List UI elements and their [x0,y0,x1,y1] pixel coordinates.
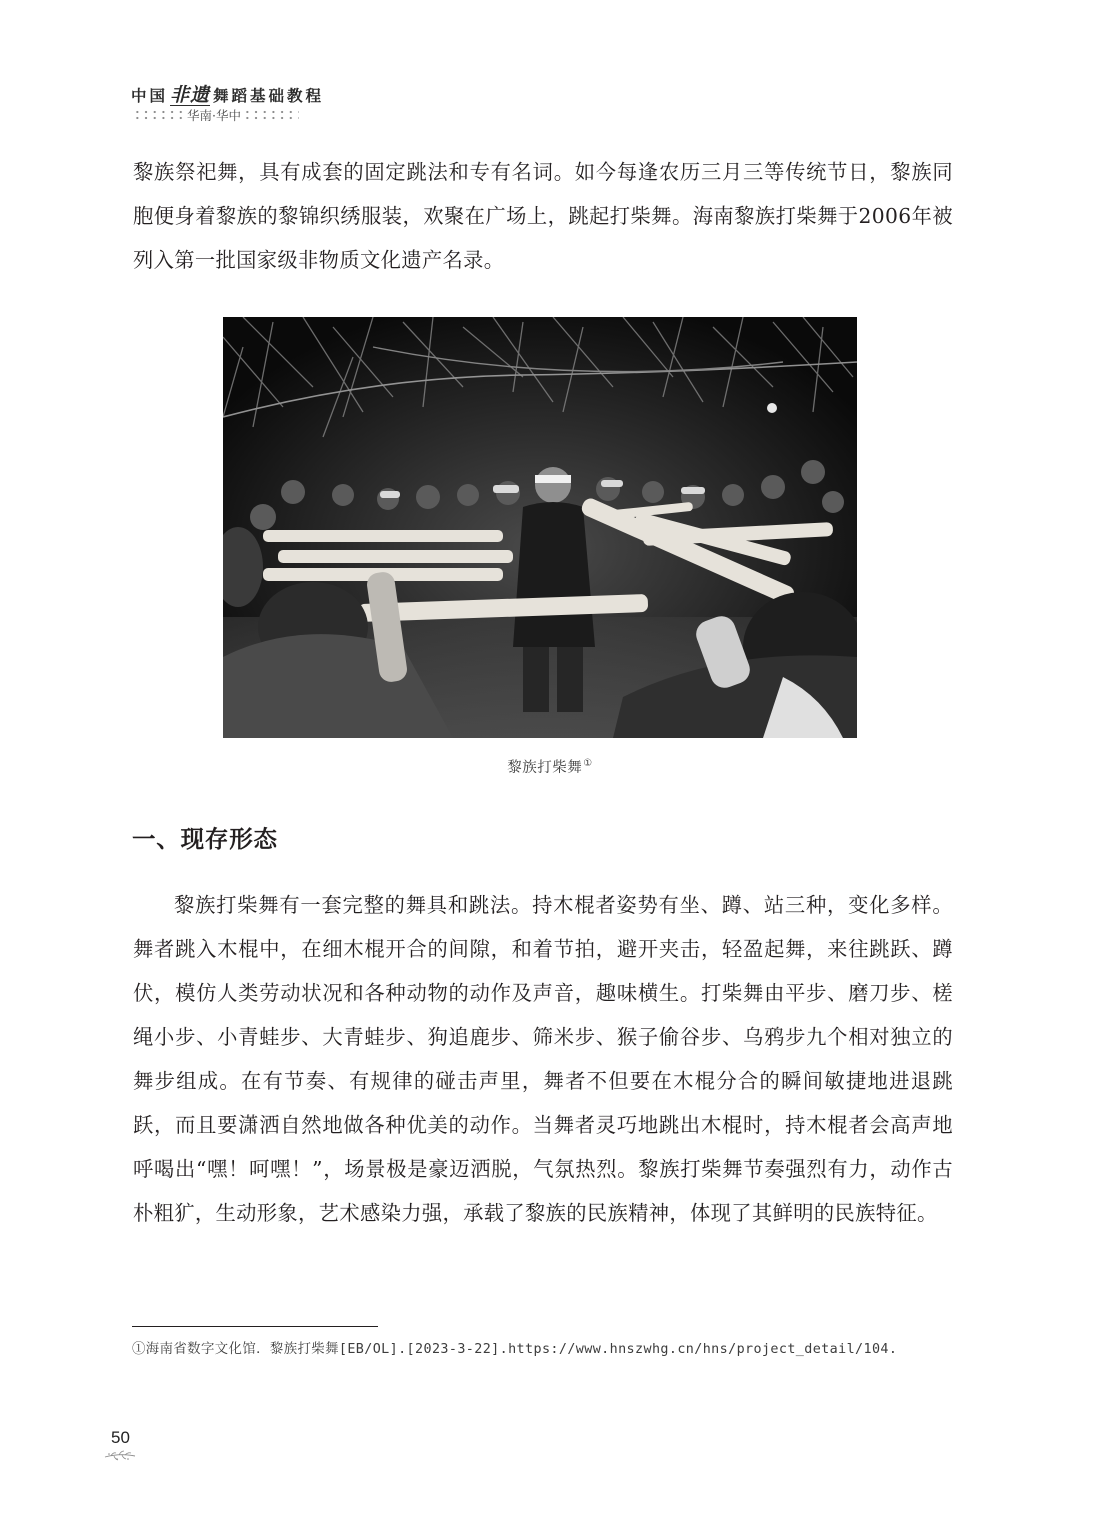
figure-photo [223,317,857,738]
header-brand-calligraphy: 非遗 [170,84,211,106]
dotted-ornament-left [133,109,185,121]
header-title-suffix: 舞蹈基础教程 [213,86,325,105]
dotted-ornament-right [243,109,299,121]
figure-caption [0,756,1100,777]
running-header-title [131,84,324,106]
running-header-subtitle [131,106,301,124]
footnote-divider [132,1326,378,1327]
header-subtitle-text: 华南·华中 [187,108,241,123]
caption-footnote-ref[interactable]: ① [583,758,593,769]
intro-paragraph: 黎族祭祀舞，具有成套的固定跳法和专有名词。如今每逢农历三月三等传统节日，黎族同胞便身着黎族的黎锦织绣服装，欢聚在广场上，跳起打柴舞。海南黎族打柴舞于2006年被列入第一批国家级非物质文化遗产名录。 [133,160,953,272]
header-title-prefix: 中国 [131,86,169,105]
footnote: ①海南省数字文化馆．黎族打柴舞[EB/OL].[2023-3-22].https://www.hnszwhg.cn/hns/project_detail/104. [132,1342,898,1357]
leaf-ornament-icon [103,1449,137,1463]
photo-illustration [223,317,857,738]
section-paragraph: 黎族打柴舞有一套完整的舞具和跳法。持木棍者姿势有坐、蹲、站三种，变化多样。舞者跳入木棍中，在细木棍开合的间隙，和着节拍，避开夹击，轻盈起舞，来往跳跃、蹲伏，模仿人类劳动状况和各种动物的动作及声音，趣味横生。打柴舞由平步、磨刀步、槎绳小步、小青蛙步、大青蛙步、狗追鹿步、筛米步、猴子偷谷步、乌鸦步九个相对独立的舞步组成。在有节奏、有规律的碰击声里，舞者不但要在木棍分合的瞬间敏捷地进退跳跃，而且要潇洒自然地做各种优美的动作。当舞者灵巧地跳出木棍时，持木棍者会高声地呼喝出“嘿！呵嘿！”，场景极是豪迈洒脱，气氛热烈。黎族打柴舞节奏强烈有力，动作古朴粗犷，生动形象，艺术感染力强，承载了黎族的民族精神，体现了其鲜明的民族特征。 [133,893,953,1225]
caption-text: 黎族打柴舞 [507,760,583,776]
page-number: 50 [111,1428,130,1447]
section-heading: 一、现存形态 [132,825,278,853]
